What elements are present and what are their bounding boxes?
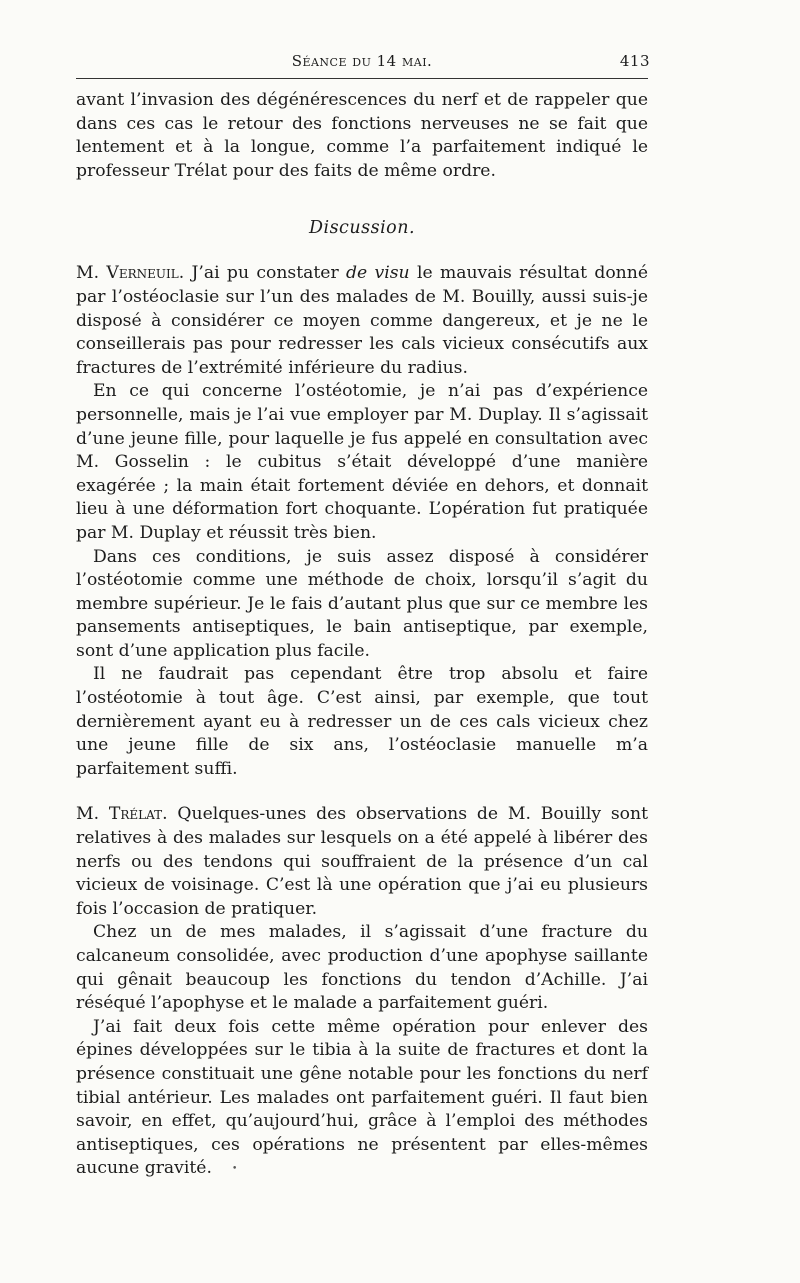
trelat-text-a: Quelques-unes des observations de M. Bouilly sont relatives à des malades sur lesquels on a été appelé à libérer des nerfs ou des tendons qui souffraient de la présence d’un cal vicieux de voisinage. C’est là une opération que j’ai eu plusieurs fois l’occasion de pratiquer. [76, 804, 648, 919]
trelat-paragraph-2: Chez un de mes malades, il s’agissait d’une fracture du calcaneum consolidée, avec production d’une apophyse saillante qui gênait beaucoup les fonctions du tendon d’Achille. J’ai réséqué l’apophyse et le malade a parfaitement guéri. [76, 922, 648, 1014]
verneuil-text-a: J’ai pu constater [184, 263, 346, 284]
trelat-paragraph-1 [76, 803, 648, 921]
intro-paragraph: avant l’invasion des dégénérescences du nerf et de rappeler que dans ces cas le retour des fonctions nerveuses ne se fait que lentement et à la longue, comme l’a parfaitement indiqué le professeur Trélat pour des faits de même ordre. [76, 90, 648, 181]
verneuil-paragraph-4: Il ne faudrait pas cependant être trop absolu et faire l’ostéotomie à tout âge. C’est ainsi, par exemple, que tout dernièrement ayant eu à redresser un de ces cals vicieux chez une jeune fille de six ans, l’ostéoclasie manuelle m’a parfaitement suffi. [76, 664, 648, 779]
page [76, 52, 648, 1181]
speaker-name-verneuil: Verneuil. [106, 263, 185, 284]
verneuil-text-b: le mauvais résultat donné par l’ostéoclasie sur l’un des malades de M. Bouilly, aussi suis-je disposé à considérer ce moyen comme dangereux, et je ne le conseillerais pas pour redresser les cals vicieux consécutifs aux fractures de l’extrémité inférieure du radius. [76, 263, 648, 378]
speaker-name-trelat: Trélat. [108, 804, 168, 825]
speaker-prefix: M. [76, 263, 107, 284]
verneuil-paragraph-2: En ce qui concerne l’ostéotomie, je n’ai pas d’expérience personnelle, mais je l’ai vue employer par M. Duplay. Il s’agissait d’une jeune fille, pour laquelle je fus appelé en consultation avec M. Gosselin : le cubitus s’était développé d’une manière exagérée ; la main était fortement déviée en dehors, et donnait lieu à une déformation fort choquante. L’opération fut pratiquée par M. Duplay et réussit très bien. [76, 381, 648, 543]
header-rule [76, 78, 648, 79]
page-header [76, 52, 648, 76]
paragraph-gap [76, 781, 648, 803]
speaker-prefix: M. [76, 804, 109, 825]
trelat-paragraph-3: J’ai fait deux fois cette même opération pour enlever des épines développées sur le tibia à la suite de fractures et dont la présence constituait une gêne notable pour les fonctions du nerf tibial antérieur. Les malades ont parfaitement guéri. Il faut bien savoir, en effet, qu’aujourd’hui, grâce à l’emploi des méthodes antiseptiques, ces opérations ne présentent par elles-mêmes aucune gravité. [76, 1016, 648, 1179]
print-speck: • [232, 1164, 238, 1174]
page-number: 413 [619, 52, 650, 70]
running-title: Séance du 14 mai. [291, 52, 433, 70]
latin-phrase: de visu [346, 263, 410, 284]
section-title: Discussion. [308, 218, 416, 239]
verneuil-paragraph-1 [76, 262, 648, 380]
verneuil-paragraph-3: Dans ces conditions, je suis assez disposé à considérer l’ostéotomie comme une méthode de choix, lorsqu’il s’agit du membre supérieur. Je le fais d’autant plus que sur ce membre les pansements antiseptiques, le bain antiseptique, par exemple, sont d’une application plus facile. [76, 546, 648, 661]
